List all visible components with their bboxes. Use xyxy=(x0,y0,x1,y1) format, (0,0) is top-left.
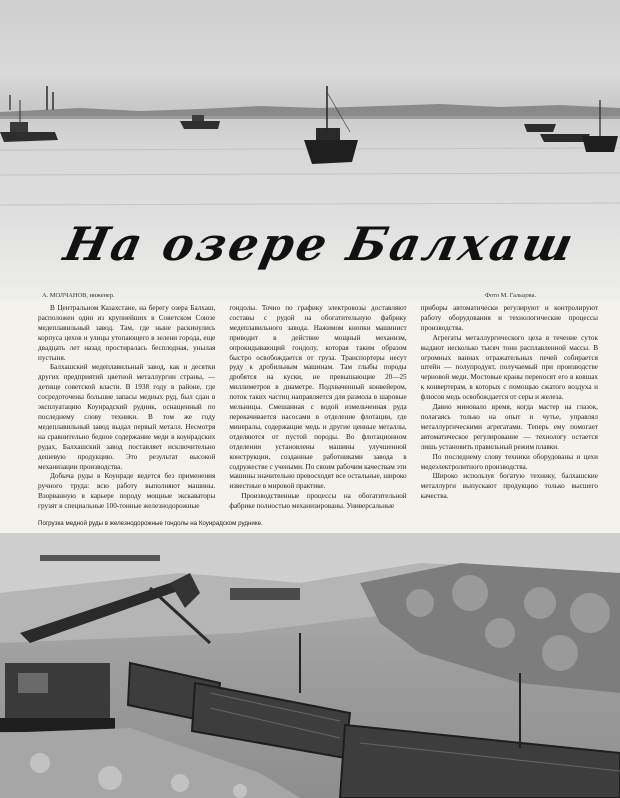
paragraph: Давно миновало время, когда мастер на глазок, полагаясь только на опыт и чутье, управлял металлургическими агрегатами. Теперь ему помогает автоматическое регулирование — технологу остается лишь установить правильный режим плавки. xyxy=(420,403,598,451)
paragraph: приборы автоматически регулируют и контролируют работу оборудования и технологические процессы производства. xyxy=(420,304,598,332)
paragraph: Производственные процессы на обогатительной фабрике полностью механизированы. Универсальные xyxy=(229,492,407,511)
paragraph: Агрегаты металлургического цеха в течение суток выдают несколько тысяч тонн расплавленной массы. В огромных ваннах отражательных печей собирается штейн — полупродукт, получаемый при производстве черновой меди. Мостовые краны переносят его в ковшах к конвертерам, в которых с помощью сжатого воздуха и флюсов медь освобождается от серы и железа. xyxy=(420,333,598,402)
photo-credit: Фото М. Гальцова. xyxy=(485,292,537,299)
photo-caption: Погрузка медной руды в железнодорожные гондолы на Коунрадском руднике. xyxy=(38,520,263,527)
column-2 xyxy=(229,304,406,514)
mine-photo xyxy=(0,533,620,798)
article-body xyxy=(38,304,598,514)
headline: На озере Балхаш xyxy=(59,217,581,271)
paragraph: Широко используя богатую технику, балхашские металлурги выпускают продукцию только высшего качества. xyxy=(420,472,598,501)
column-1 xyxy=(38,304,215,514)
paragraph: В Центральном Казахстане, на берегу озера Балхаш, расположен один из крупнейших в Советском Союзе медеплавильный завод. Там, где ныне раскинулись корпуса цехов и улицы утопающего в зелени города, еще двадцать лет назад простиралась бесплодная, унылая пустыня. xyxy=(38,304,216,362)
author-byline xyxy=(42,292,115,299)
paragraph: Балхашский медеплавильный завод, как и десятки других предприятий цветной металлургии страны, — детище советской власти. В 1938 году в районе, где сосредоточены большие запасы медных руд, был сдан в эксплуатацию Коунрадский рудник, оснащенный по последнему слову техники. В том же году медеплавильный завод выдал первый металл. Несмотря на сравнительно бедное содержание меди в коунрадских рудах, Балхашский завод поставляет исключительно дешевую продукцию. Это результат высокой механизации производства. xyxy=(38,363,216,471)
author-name: А. МОЛЧАНОВ, xyxy=(42,292,88,299)
paragraph: По последнему слову техники оборудованы и цехи медеэлектролитного производства. xyxy=(420,452,598,471)
paragraph: Добыча руды в Коунраде ведется без применения ручного труда: всю работу выполняют машины. Взорванную в карьере породу мощные экскаваторы грузят в специальные 100-тонные железнодорожные xyxy=(38,472,216,511)
column-3 xyxy=(421,304,598,514)
author-role: инженер. xyxy=(89,292,115,299)
paragraph: гондолы. Точно по графику электровозы доставляют составы с рудой на обогатительную фабрику медеплавильного завода. Нажимом кнопки машинист приводит в действие мощный механизм, опрокидывающий гондолу, которая таким образом быстро освобождается от груза. Транспортеры несут руду к дробильным машинам. Там глыбы породы дробятся на куски, не превышающие 20—25 миллиметров в диаметре. Подхваченный конвейером, поток таких частиц направляется для размола в шаровые мельницы. Смешанная с водой измельченная руда перекачивается насосами в отделение флотации, где минералы, содержащие медь и другие ценные металлы, отделяются от пустой породы. Во флотационном отделении установлены машины улучшенной конструкции, созданные работниками завода в содружестве с учеными. По своим рабочим качествам эти машины значительно превосходят все остальные, широко известные в мировой практике. xyxy=(229,304,407,491)
